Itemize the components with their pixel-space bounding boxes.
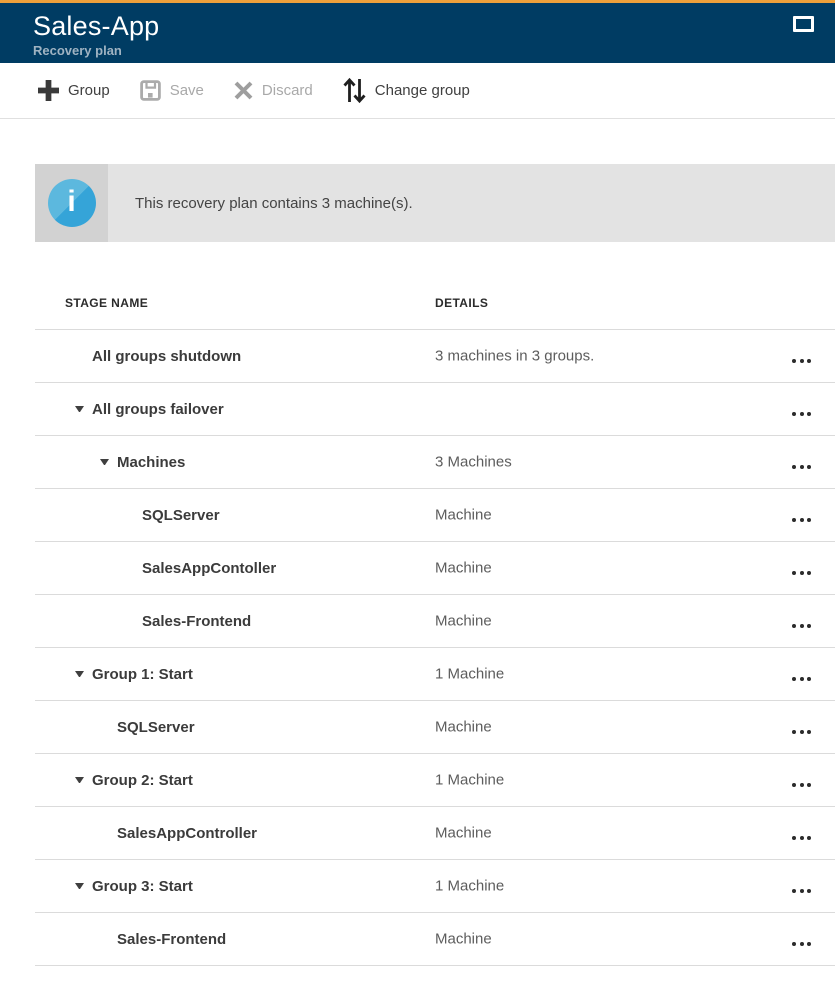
blade-header [0, 3, 835, 63]
group-button-label: Group [68, 82, 110, 99]
stage-name: Machines [117, 453, 186, 471]
toolbar [0, 63, 835, 119]
collapse-arrow-icon[interactable] [100, 459, 109, 465]
collapse-arrow-icon[interactable] [75, 777, 84, 783]
save-icon [140, 80, 161, 101]
info-banner-text: This recovery plan contains 3 machine(s). [135, 194, 413, 212]
table-row[interactable] [35, 913, 835, 966]
column-header-details: DETAILS [435, 296, 489, 310]
change-group-icon [343, 77, 366, 104]
save-button[interactable] [140, 80, 204, 101]
change-group-button-label: Change group [374, 82, 470, 99]
stage-details: Machine [435, 824, 492, 842]
save-button-label: Save [169, 82, 204, 99]
stage-details: Machine [435, 559, 492, 577]
collapse-arrow-icon[interactable] [75, 883, 84, 889]
stage-details: Machine [435, 506, 492, 524]
row-context-menu-button[interactable] [790, 620, 813, 632]
collapse-arrow-icon[interactable] [75, 406, 84, 412]
stage-details: 3 machines in 3 groups. [435, 347, 595, 365]
table-row[interactable] [35, 383, 835, 436]
table-row[interactable] [35, 489, 835, 542]
stage-name: SQLServer [142, 506, 220, 524]
stage-name: Sales-Frontend [142, 612, 252, 630]
row-context-menu-button[interactable] [790, 938, 813, 950]
stage-details: 1 Machine [435, 771, 505, 789]
table-row[interactable] [35, 330, 835, 383]
stage-name: Group 1: Start [92, 665, 193, 683]
table-row[interactable] [35, 754, 835, 807]
row-context-menu-button[interactable] [790, 779, 813, 791]
stage-name: All groups failover [92, 400, 224, 418]
info-icon [48, 179, 96, 227]
stage-details: 1 Machine [435, 665, 505, 683]
stage-name: All groups shutdown [92, 347, 242, 365]
info-banner [35, 164, 835, 242]
table-row[interactable] [35, 701, 835, 754]
table-row[interactable] [35, 860, 835, 913]
table-header-row [35, 277, 835, 330]
table-row[interactable] [35, 648, 835, 701]
stage-name: SalesAppContoller [142, 559, 277, 577]
page-title: Sales-App [33, 11, 160, 41]
discard-x-icon [234, 81, 253, 100]
stage-details: 1 Machine [435, 877, 505, 895]
row-context-menu-button[interactable] [790, 673, 813, 685]
row-context-menu-button[interactable] [790, 726, 813, 738]
table-row[interactable] [35, 436, 835, 489]
info-icon-glyph: i [67, 185, 76, 218]
stage-details: 3 Machines [435, 453, 512, 471]
row-context-menu-button[interactable] [790, 408, 813, 420]
collapse-arrow-icon[interactable] [75, 671, 84, 677]
stage-name: SalesAppController [117, 824, 258, 842]
discard-button[interactable] [234, 81, 313, 100]
table-row[interactable] [35, 807, 835, 860]
row-context-menu-button[interactable] [790, 885, 813, 897]
group-button[interactable] [38, 80, 110, 101]
restore-window-icon[interactable] [793, 16, 814, 32]
row-context-menu-button[interactable] [790, 514, 813, 526]
change-group-button[interactable] [343, 77, 470, 104]
row-context-menu-button[interactable] [790, 355, 813, 367]
page-subtitle: Recovery plan [33, 43, 122, 58]
plus-icon [38, 80, 59, 101]
stage-name: SQLServer [117, 718, 195, 736]
info-icon-cell [35, 164, 108, 242]
row-context-menu-button[interactable] [790, 461, 813, 473]
row-context-menu-button[interactable] [790, 832, 813, 844]
row-context-menu-button[interactable] [790, 567, 813, 579]
stage-name: Group 2: Start [92, 771, 193, 789]
table-body [35, 330, 835, 966]
stages-table [35, 277, 835, 966]
column-header-stage-name: STAGE NAME [65, 296, 149, 310]
stage-name: Group 3: Start [92, 877, 193, 895]
table-row[interactable] [35, 595, 835, 648]
table-row[interactable] [35, 542, 835, 595]
stage-details: Machine [435, 718, 492, 736]
stage-details: Machine [435, 612, 492, 630]
stage-details: Machine [435, 930, 492, 948]
discard-button-label: Discard [261, 82, 313, 99]
stage-name: Sales-Frontend [117, 930, 227, 948]
